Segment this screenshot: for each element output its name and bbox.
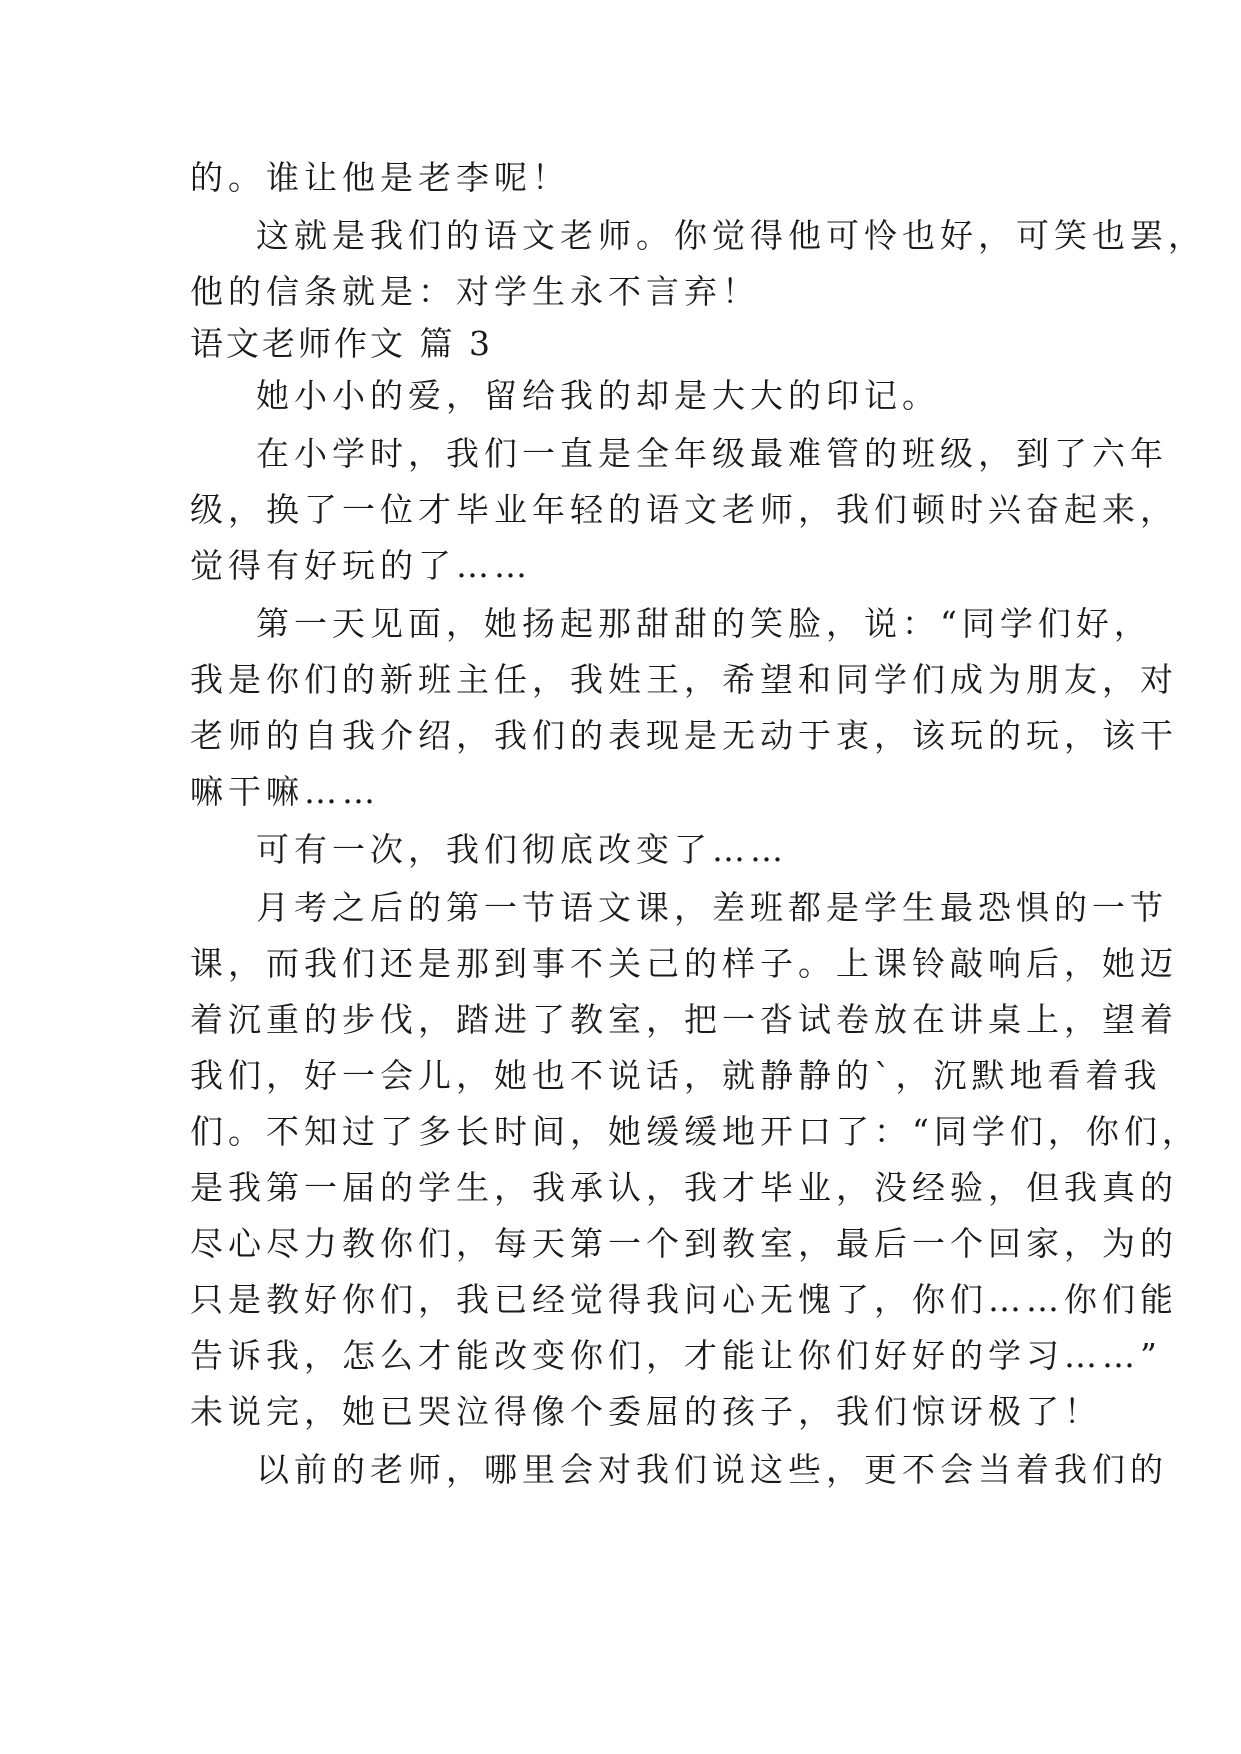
text-line: 她小小的爱，留给我的却是大大的印记。 bbox=[256, 376, 940, 415]
text-line: 们。不知过了多长时间，她缓缓地开口了：“同学们，你们， bbox=[190, 1112, 1200, 1151]
text-line: 觉得有好玩的了…… bbox=[190, 546, 532, 585]
text-line: 可有一次，我们彻底改变了…… bbox=[256, 830, 788, 869]
text-line: 告诉我，怎么才能改变你们，才能让你们好好的学习……” bbox=[190, 1336, 1162, 1375]
text-line: 的。谁让他是老李呢！ bbox=[190, 158, 570, 197]
text-line: 级，换了一位才毕业年轻的语文老师，我们顿时兴奋起来， bbox=[190, 490, 1178, 529]
text-line: 未说完，她已哭泣得像个委屈的孩子，我们惊讶极了！ bbox=[190, 1392, 1102, 1431]
text-line: 是我第一届的学生，我承认，我才毕业，没经验，但我真的 bbox=[190, 1168, 1178, 1207]
text-line: 第一天见面，她扬起那甜甜的笑脸，说：“同学们好， bbox=[256, 604, 1152, 643]
text-line: 老师的自我介绍，我们的表现是无动于衷，该玩的玩，该干 bbox=[190, 716, 1178, 755]
text-line: 尽心尽力教你们，每天第一个到教室，最后一个回家，为的 bbox=[190, 1224, 1178, 1263]
text-line: 在小学时，我们一直是全年级最难管的班级，到了六年 bbox=[256, 434, 1168, 473]
text-line: 课，而我们还是那到事不关己的样子。上课铃敲响后，她迈 bbox=[190, 944, 1178, 983]
text-line: 他的信条就是：对学生永不言弃！ bbox=[190, 272, 760, 311]
text-line: 嘛干嘛…… bbox=[190, 772, 380, 811]
section-heading: 语文老师作文 篇 3 bbox=[190, 324, 493, 363]
text-line: 月考之后的第一节语文课，差班都是学生最恐惧的一节 bbox=[256, 888, 1168, 927]
text-line: 只是教好你们，我已经觉得我问心无愧了，你们……你们能 bbox=[190, 1280, 1178, 1319]
text-line: 我们，好一会儿，她也不说话，就静静的`，沉默地看着我 bbox=[190, 1056, 1162, 1095]
text-line: 我是你们的新班主任，我姓王，希望和同学们成为朋友，对 bbox=[190, 660, 1178, 699]
text-line: 着沉重的步伐，踏进了教室，把一沓试卷放在讲桌上，望着 bbox=[190, 1000, 1178, 1039]
text-line: 这就是我们的语文老师。你觉得他可怜也好，可笑也罢， bbox=[256, 216, 1206, 255]
text-line: 以前的老师，哪里会对我们说这些，更不会当着我们的 bbox=[256, 1450, 1168, 1489]
